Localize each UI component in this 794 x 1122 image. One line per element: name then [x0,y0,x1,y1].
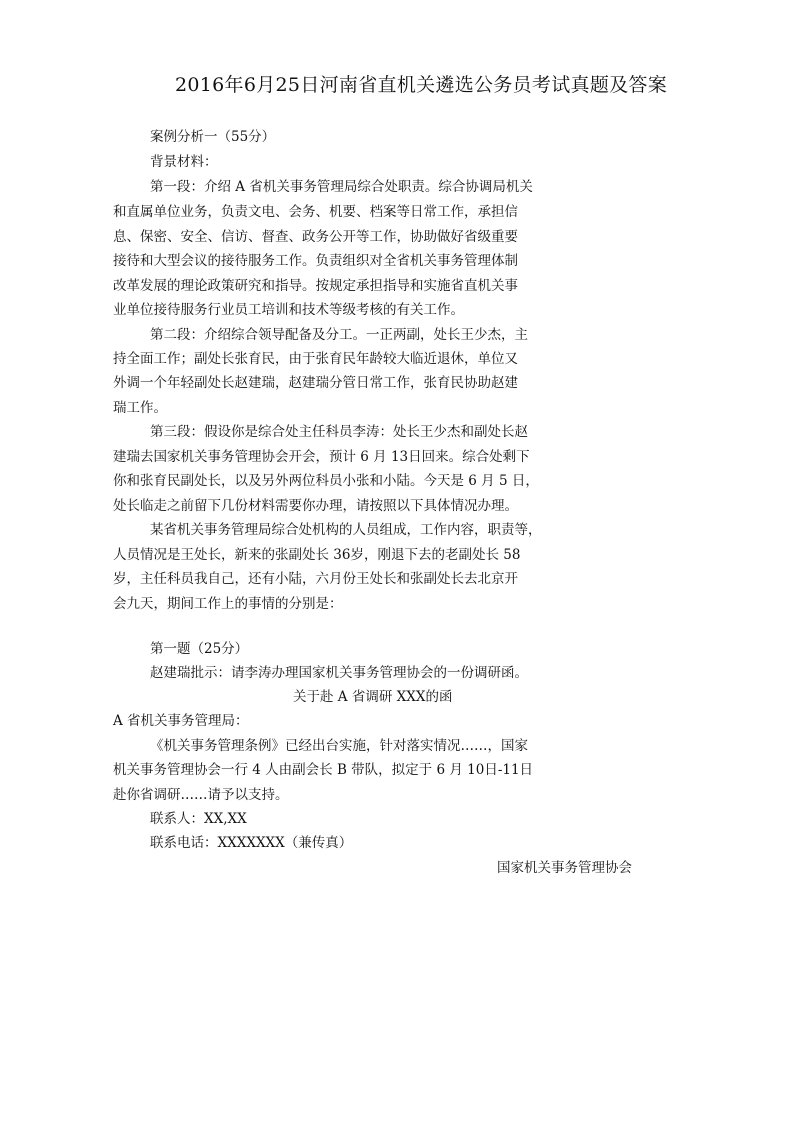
paragraph-line: 外调一个年轻副处长赵建瑞，赵建瑞分管日常工作，张育民协助赵建 [113,375,518,391]
letter-body-line: 赴你省调研……请予以支持。 [113,787,289,803]
case-heading: 案例分析一（55分） [150,129,276,145]
paragraph-line: 持全面工作；副处长张育民，由于张育民年龄较大临近退休，单位又 [113,351,518,367]
background-label: 背景材料： [150,154,218,170]
letter-signature: 国家机关事务管理协会 [497,860,632,876]
paragraph-line: 瑞工作。 [113,400,167,416]
paragraph-line: 人员情况是王处长，新来的张副处长 36岁，刚退下去的老副处长 58 [113,547,521,563]
paragraph-line: 业单位接待服务行业员工培训和技术等级考核的有关工作。 [113,302,464,318]
question-heading: 第一题（25分） [150,641,249,657]
question-instruction: 赵建瑞批示：请李涛办理国家机关事务管理协会的一份调研函。 [150,665,528,681]
document-title: 2016年6月25日河南省直机关遴选公务员考试真题及答案 [175,74,668,96]
paragraph-line: 改革发展的理论政策研究和指导。按规定承担指导和实施省直机关事 [113,278,518,294]
letter-recipient: A 省机关事务管理局： [113,713,249,729]
paragraph-line: 岁，主任科员我自己，还有小陆，六月份王处长和张副处长去北京开 [113,571,518,587]
letter-body-line: 《机关事务管理条例》已经出台实施，针对落实情况……，国家 [150,738,528,754]
paragraph-line: 会九天，期间工作上的事情的分别是： [113,596,343,612]
letter-phone: 联系电话：XXXXXXX（兼传真） [150,835,353,851]
paragraph-line: 第三段：假设你是综合处主任科员李涛：处长王少杰和副处长赵 [150,424,528,440]
letter-contact: 联系人：XX,XX [150,811,247,827]
paragraph-line: 第二段：介绍综合领导配备及分工。一正两副，处长王少杰，主 [150,327,528,343]
paragraph-line: 你和张育民副处长，以及另外两位科员小张和小陆。今天是 6 月 5 日， [113,473,539,489]
letter-title: 关于赴 A 省调研 XXX的函 [293,689,453,705]
paragraph-line: 处长临走之前留下几份材料需要你办理，请按照以下具体情况办理。 [113,498,518,514]
paragraph-line: 建瑞去国家机关事务管理协会开会，预计 6 月 13日回来。综合处剩下 [113,449,530,465]
paragraph-line: 和直属单位业务，负责文电、会务、机要、档案等日常工作，承担信 [113,204,518,220]
paragraph-line: 第一段：介绍 A 省机关事务管理局综合处职责。综合协调局机关 [150,179,533,195]
paragraph-line: 接待和大型会议的接待服务工作。负责组织对全省机关事务管理体制 [113,253,518,269]
letter-body-line: 机关事务管理协会一行 4 人由副会长 B 带队，拟定于 6 月 10日-11日 [113,762,534,778]
paragraph-line: 息、保密、安全、信访、督查、政务公开等工作，协助做好省级重要 [113,229,518,245]
paragraph-line: 某省机关事务管理局综合处机构的人员组成，工作内容，职责等， [150,522,542,538]
